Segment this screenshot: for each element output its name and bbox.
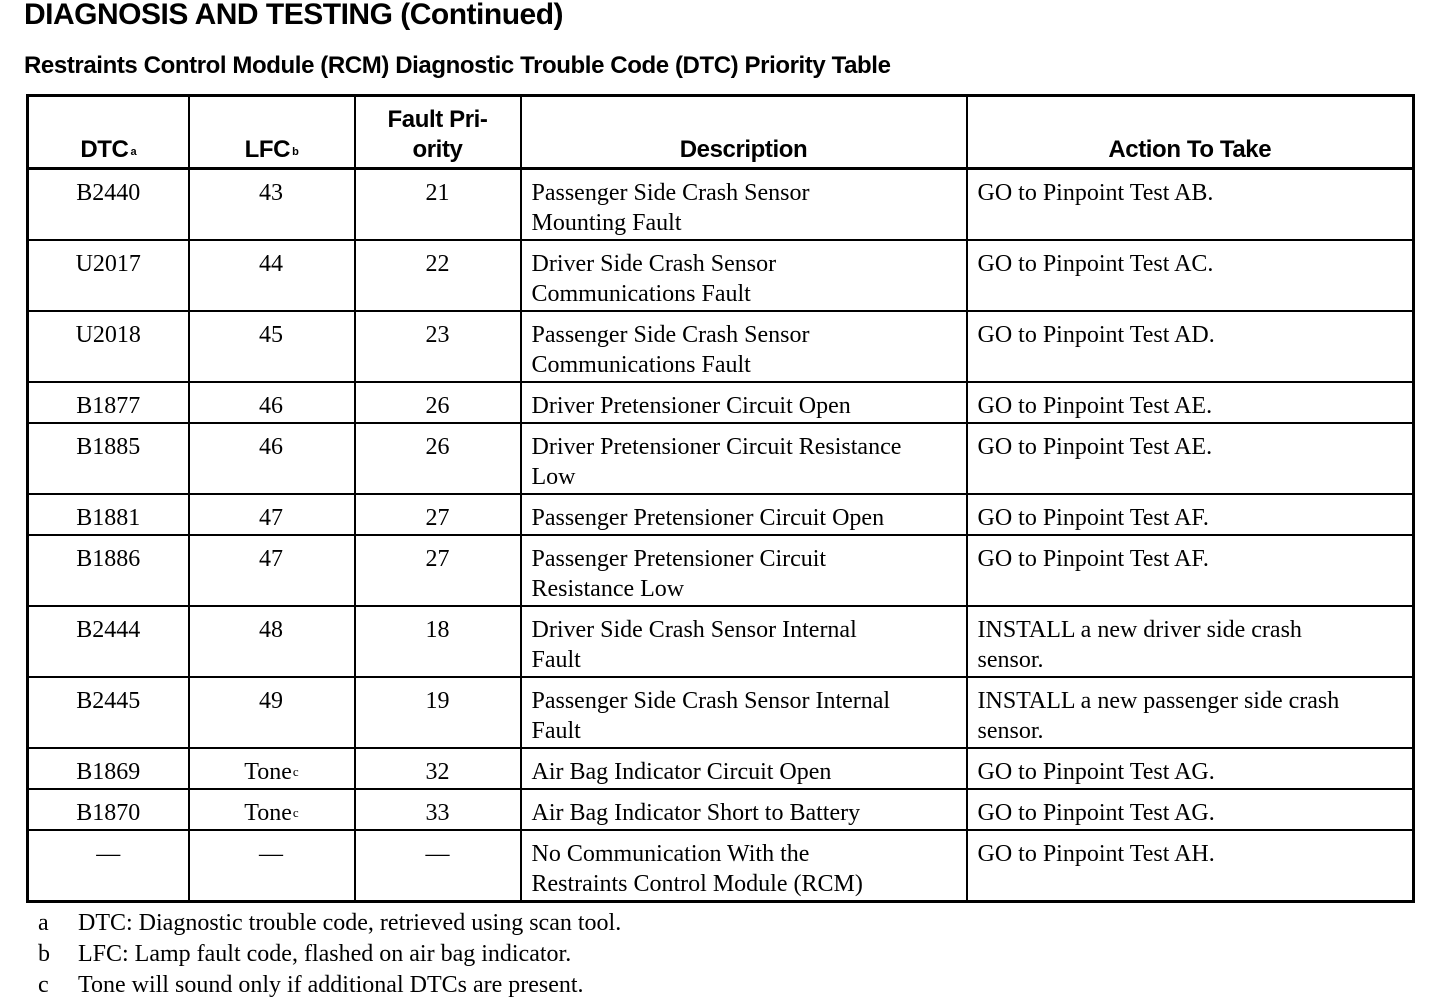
cell-lfc xyxy=(189,830,355,902)
cell-lfc-value: 46 xyxy=(259,434,283,460)
footnote-mark: a xyxy=(38,910,49,936)
cell-description-line2: Fault xyxy=(531,647,581,673)
cell-lfc-value: — xyxy=(259,841,283,867)
cell-action xyxy=(967,169,1414,241)
cell-priority: 22 xyxy=(355,240,521,311)
cell-priority: 27 xyxy=(355,494,521,535)
table-row xyxy=(28,311,1414,382)
cell-action-line1: GO to Pinpoint Test AF. xyxy=(977,505,1209,531)
cell-dtc: B2445 xyxy=(28,677,189,748)
cell-action xyxy=(967,748,1414,789)
cell-description-line1: Passenger Side Crash Sensor Internal xyxy=(531,688,891,714)
cell-action-line2: sensor. xyxy=(977,647,1044,673)
cell-lfc xyxy=(189,677,355,748)
cell-description-line1: Passenger Side Crash Sensor xyxy=(531,322,810,348)
cell-action-line1: INSTALL a new driver side crash xyxy=(977,617,1302,643)
cell-description xyxy=(521,382,967,423)
cell-priority: 32 xyxy=(355,748,521,789)
table-header-row xyxy=(28,96,1414,169)
cell-dtc: B1886 xyxy=(28,535,189,606)
table-row xyxy=(28,677,1414,748)
cell-priority: 18 xyxy=(355,606,521,677)
cell-description xyxy=(521,677,967,748)
cell-description xyxy=(521,423,967,494)
cell-action xyxy=(967,830,1414,902)
cell-dtc: B1885 xyxy=(28,423,189,494)
cell-dtc: B1881 xyxy=(28,494,189,535)
cell-description-line1: Air Bag Indicator Circuit Open xyxy=(531,759,832,785)
cell-description-line2: Resistance Low xyxy=(531,576,685,602)
cell-description xyxy=(521,830,967,902)
cell-description xyxy=(521,240,967,311)
cell-description-line2: Communications Fault xyxy=(531,281,751,307)
cell-lfc xyxy=(189,748,355,789)
cell-lfc-value: 47 xyxy=(259,546,283,572)
cell-dtc: — xyxy=(28,830,189,902)
cell-description-line2: Fault xyxy=(531,718,581,744)
cell-description xyxy=(521,535,967,606)
cell-lfc xyxy=(189,789,355,830)
cell-dtc: B2444 xyxy=(28,606,189,677)
cell-priority: 27 xyxy=(355,535,521,606)
cell-dtc: B1869 xyxy=(28,748,189,789)
cell-description-line1: Driver Side Crash Sensor Internal xyxy=(531,617,857,643)
cell-lfc-footnote-mark: c xyxy=(292,764,299,779)
dtc-priority-table xyxy=(26,94,1415,903)
cell-dtc: B2440 xyxy=(28,169,189,241)
footnote-text: DTC: Diagnostic trouble code, retrieved using scan tool. xyxy=(78,910,622,936)
table-row xyxy=(28,494,1414,535)
header-lfc-footnote-mark: b xyxy=(292,146,299,158)
cell-lfc-value: Tone xyxy=(244,800,292,826)
footnote-text: Tone will sound only if additional DTCs are present. xyxy=(78,972,584,998)
cell-description-line1: Driver Side Crash Sensor xyxy=(531,251,777,277)
cell-priority: 26 xyxy=(355,423,521,494)
cell-action xyxy=(967,382,1414,423)
cell-lfc xyxy=(189,240,355,311)
cell-description-line1: Passenger Pretensioner Circuit Open xyxy=(531,505,885,531)
cell-description xyxy=(521,789,967,830)
cell-description-line1: Driver Pretensioner Circuit Open xyxy=(531,393,851,419)
cell-lfc xyxy=(189,606,355,677)
cell-action-line1: GO to Pinpoint Test AD. xyxy=(977,322,1215,348)
table-row xyxy=(28,240,1414,311)
table-row xyxy=(28,748,1414,789)
cell-dtc: U2017 xyxy=(28,240,189,311)
cell-action xyxy=(967,677,1414,748)
cell-action xyxy=(967,606,1414,677)
header-dtc-label: DTC xyxy=(80,136,129,163)
cell-description-line2: Mounting Fault xyxy=(531,210,682,236)
cell-priority: — xyxy=(355,830,521,902)
cell-dtc: U2018 xyxy=(28,311,189,382)
cell-lfc-footnote-mark: c xyxy=(292,805,299,820)
cell-priority: 26 xyxy=(355,382,521,423)
cell-priority: 19 xyxy=(355,677,521,748)
cell-action-line2: sensor. xyxy=(977,718,1044,744)
header-action: Action To Take xyxy=(967,96,1414,169)
cell-action-line1: GO to Pinpoint Test AE. xyxy=(977,434,1213,460)
cell-action-line1: GO to Pinpoint Test AH. xyxy=(977,841,1215,867)
header-fault-priority-line2: ority xyxy=(412,136,463,163)
cell-description xyxy=(521,494,967,535)
footnote-mark: b xyxy=(38,941,50,967)
cell-lfc xyxy=(189,382,355,423)
cell-lfc xyxy=(189,311,355,382)
cell-action xyxy=(967,423,1414,494)
table-row xyxy=(28,789,1414,830)
cell-lfc-value: 46 xyxy=(259,393,283,419)
cell-lfc-value: 48 xyxy=(259,617,283,643)
cell-description-line1: Driver Pretensioner Circuit Resistance xyxy=(531,434,902,460)
cell-action-line1: GO to Pinpoint Test AB. xyxy=(977,180,1214,206)
cell-lfc-value: 45 xyxy=(259,322,283,348)
footnote-c xyxy=(38,970,621,1001)
cell-description xyxy=(521,311,967,382)
table-title: Restraints Control Module (RCM) Diagnostic Trouble Code (DTC) Priority Table xyxy=(24,52,891,79)
table-row xyxy=(28,423,1414,494)
cell-action-line1: GO to Pinpoint Test AG. xyxy=(977,759,1215,785)
footnotes xyxy=(38,908,621,1001)
table-row xyxy=(28,830,1414,902)
header-fault-priority-line1: Fault Pri- xyxy=(387,106,488,133)
cell-dtc: B1870 xyxy=(28,789,189,830)
cell-description-line1: Air Bag Indicator Short to Battery xyxy=(531,800,861,826)
cell-priority: 33 xyxy=(355,789,521,830)
cell-description-line2: Restraints Control Module (RCM) xyxy=(531,871,863,897)
cell-action xyxy=(967,240,1414,311)
header-lfc-label: LFC xyxy=(244,136,291,163)
cell-description xyxy=(521,606,967,677)
cell-dtc: B1877 xyxy=(28,382,189,423)
cell-lfc-value: 49 xyxy=(259,688,283,714)
cell-lfc xyxy=(189,423,355,494)
cell-action xyxy=(967,535,1414,606)
cell-priority: 21 xyxy=(355,169,521,241)
cell-lfc xyxy=(189,535,355,606)
cell-action xyxy=(967,311,1414,382)
table-row xyxy=(28,606,1414,677)
cell-lfc-value: Tone xyxy=(244,759,292,785)
cell-lfc-value: 43 xyxy=(259,180,283,206)
cell-description-line1: No Communication With the xyxy=(531,841,810,867)
cell-action xyxy=(967,789,1414,830)
cell-action-line1: GO to Pinpoint Test AC. xyxy=(977,251,1214,277)
table-row xyxy=(28,382,1414,423)
cell-description-line2: Low xyxy=(531,464,576,490)
cell-lfc-value: 47 xyxy=(259,505,283,531)
cell-description xyxy=(521,169,967,241)
footnote-text: LFC: Lamp fault code, flashed on air bag indicator. xyxy=(78,941,572,967)
cell-lfc xyxy=(189,169,355,241)
header-description: Description xyxy=(521,96,967,169)
page-title: DIAGNOSIS AND TESTING (Continued) xyxy=(24,0,564,31)
cell-action-line1: GO to Pinpoint Test AE. xyxy=(977,393,1213,419)
cell-lfc-value: 44 xyxy=(259,251,283,277)
cell-action-line1: GO to Pinpoint Test AF. xyxy=(977,546,1209,572)
cell-description xyxy=(521,748,967,789)
header-dtc xyxy=(28,96,189,169)
cell-description-line2: Communications Fault xyxy=(531,352,751,378)
cell-action xyxy=(967,494,1414,535)
cell-priority: 23 xyxy=(355,311,521,382)
table-row xyxy=(28,535,1414,606)
cell-description-line1: Passenger Pretensioner Circuit xyxy=(531,546,827,572)
cell-action-line1: INSTALL a new passenger side crash xyxy=(977,688,1340,714)
header-dtc-footnote-mark: a xyxy=(130,146,137,158)
cell-description-line1: Passenger Side Crash Sensor xyxy=(531,180,810,206)
footnote-mark: c xyxy=(38,972,49,998)
header-lfc xyxy=(189,96,355,169)
cell-action-line1: GO to Pinpoint Test AG. xyxy=(977,800,1215,826)
table-row xyxy=(28,169,1414,241)
footnote-b xyxy=(38,939,621,970)
footnote-a xyxy=(38,908,621,939)
header-fault-priority xyxy=(355,96,521,169)
cell-lfc xyxy=(189,494,355,535)
